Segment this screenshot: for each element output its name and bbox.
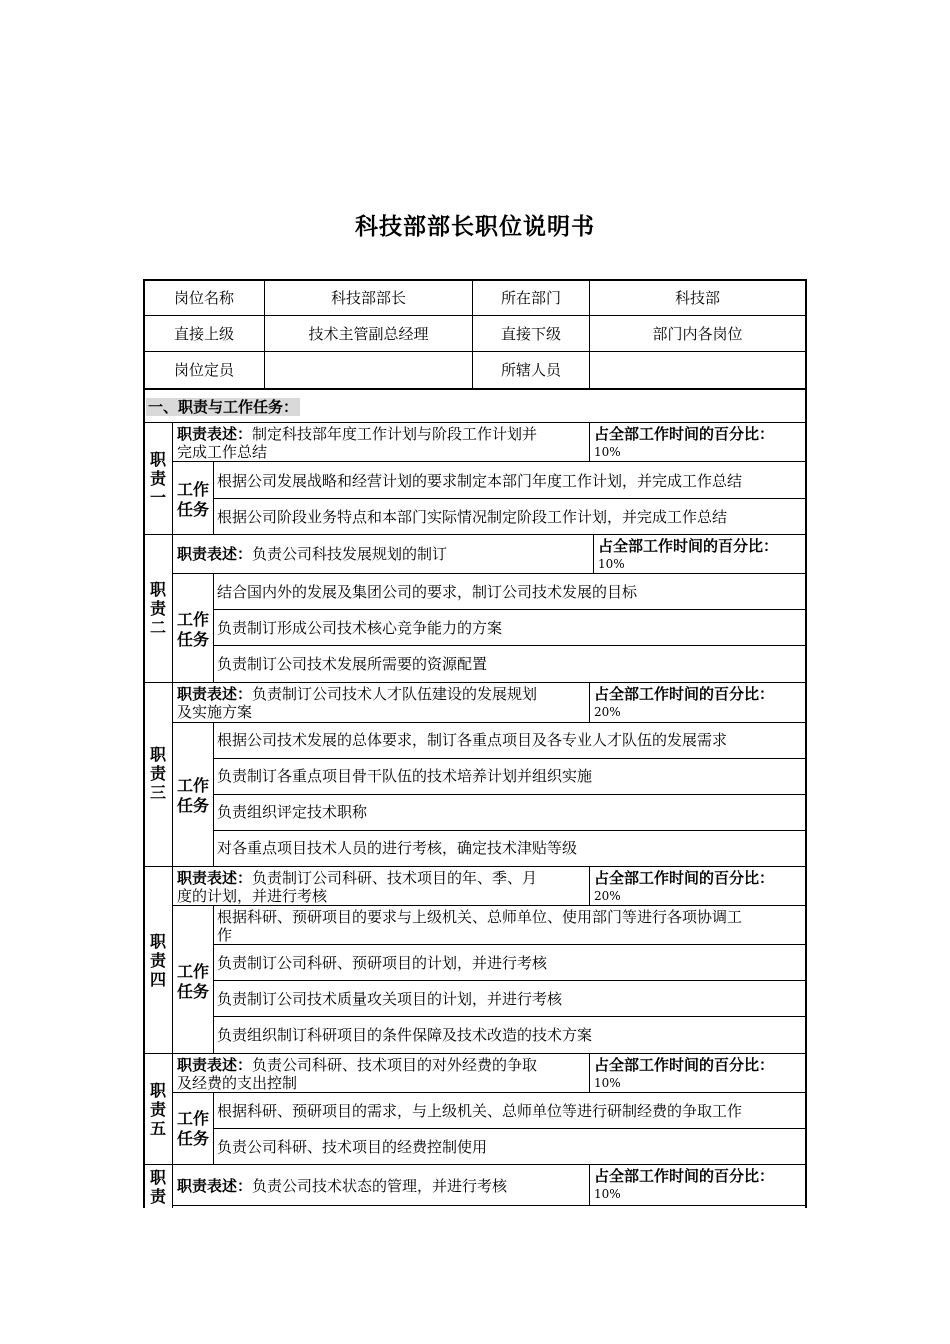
duty-3-pct-label: 占全部工作时间的百分比：	[594, 685, 775, 703]
duty-5-task-2: 负责公司科研、技术项目的经费控制使用	[217, 1138, 488, 1156]
duty-3-label: 职责三	[149, 745, 166, 802]
subordinate-value: 部门内各岗位	[652, 325, 743, 343]
duty-1-desc-cont: 完成工作总结	[177, 443, 268, 461]
duty-2-label: 职责二	[149, 580, 166, 637]
duty-1-task-1: 根据公司发展战略和经营计划的要求制定本部门年度工作计划，并完成工作总结	[217, 472, 743, 490]
duty-3-task-label: 工作任务	[176, 776, 209, 815]
duty-6-pct: 10%	[594, 1187, 621, 1201]
duty-5-desc: 职责表述：负责公司科研、技术项目的对外经费的争取	[177, 1056, 538, 1074]
duty-5-task-label: 工作任务	[176, 1109, 209, 1148]
section-title: 一、职责与工作任务：	[148, 398, 299, 416]
duty-2-task-1: 结合国内外的发展及集团公司的要求，制订公司技术发展的目标	[217, 583, 638, 601]
duty-3-task-4: 对各重点项目技术人员的进行考核，确定技术津贴等级	[217, 839, 578, 857]
staff-label: 所辖人员	[500, 361, 561, 379]
duty-3-desc: 职责表述：负责制订公司技术人才队伍建设的发展规划	[177, 685, 538, 703]
page-title: 科技部部长职位说明书	[355, 214, 595, 240]
duty-4-task-1: 根据科研、预研项目的要求与上级机关、总师单位、使用部门等进行各项协调工	[217, 908, 743, 926]
superior-value: 技术主管副总经理	[308, 325, 429, 343]
duty-1-task-2: 根据公司阶段业务特点和本部门实际情况制定阶段工作计划，并完成工作总结	[217, 508, 728, 526]
duty-4-desc: 职责表述：负责制订公司科研、技术项目的年、季、月	[177, 869, 538, 887]
duty-4-task-1-cont: 作	[217, 926, 233, 944]
duty-2-desc: 职责表述：负责公司科技发展规划的制订	[177, 545, 448, 563]
duty-4-desc-cont: 度的计划，并进行考核	[177, 887, 328, 905]
dept-value: 科技部	[674, 289, 720, 307]
duty-2-task-2: 负责制订形成公司技术核心竞争能力的方案	[217, 619, 503, 637]
duty-2-pct-label: 占全部工作时间的百分比：	[598, 537, 779, 555]
duty-3-pct: 20%	[594, 705, 621, 719]
duty-1-desc: 职责表述：制定科技部年度工作计划与阶段工作计划并	[177, 425, 538, 443]
duty-4-task-4: 负责组织制订科研项目的条件保障及技术改造的技术方案	[217, 1026, 593, 1044]
dept-label: 所在部门	[500, 289, 561, 307]
position-label: 岗位名称	[173, 289, 234, 307]
duty-2-pct: 10%	[598, 557, 625, 571]
duty-3-task-2: 负责制订各重点项目骨干队伍的技术培养计划并组织实施	[217, 767, 593, 785]
duty-5-desc-cont: 及经费的支出控制	[177, 1074, 298, 1092]
duty-3-task-3: 负责组织评定技术职称	[217, 803, 368, 821]
duty-5-pct: 10%	[594, 1076, 621, 1090]
duty-3-desc-cont: 及实施方案	[177, 703, 253, 721]
superior-label: 直接上级	[173, 325, 234, 343]
duty-4-task-3: 负责制订公司技术质量攻关项目的计划，并进行考核	[217, 990, 563, 1008]
duty-6-pct-label: 占全部工作时间的百分比：	[594, 1167, 775, 1185]
duty-2-task-label: 工作任务	[176, 610, 209, 649]
duty-4-task-2: 负责制订公司科研、预研项目的计划，并进行考核	[217, 954, 548, 972]
duty-3-task-1: 根据公司技术发展的总体要求，制订各重点项目及各专业人才队伍的发展需求	[217, 731, 728, 749]
duty-4-pct: 20%	[594, 889, 621, 903]
duty-1-task-label: 工作任务	[176, 480, 209, 519]
duty-1-label: 职责一	[149, 450, 166, 507]
duty-6-label: 职责	[149, 1168, 166, 1206]
duty-4-label: 职责四	[149, 932, 166, 989]
duty-5-pct-label: 占全部工作时间的百分比：	[594, 1056, 775, 1074]
duty-1-pct: 10%	[594, 445, 621, 459]
duty-5-label: 职责五	[149, 1081, 166, 1138]
duty-2-task-3: 负责制订公司技术发展所需要的资源配置	[217, 655, 488, 673]
position-value: 科技部部长	[330, 289, 406, 307]
duty-4-pct-label: 占全部工作时间的百分比：	[594, 869, 775, 887]
duty-4-task-label: 工作任务	[176, 962, 209, 1001]
duty-5-task-1: 根据科研、预研项目的需求，与上级机关、总师单位等进行研制经费的争取工作	[217, 1102, 743, 1120]
duty-1-pct-label: 占全部工作时间的百分比：	[594, 425, 775, 443]
headcount-label: 岗位定员	[173, 361, 234, 379]
subordinate-label: 直接下级	[500, 325, 561, 343]
duty-6-desc: 职责表述：负责公司技术状态的管理，并进行考核	[177, 1177, 508, 1195]
